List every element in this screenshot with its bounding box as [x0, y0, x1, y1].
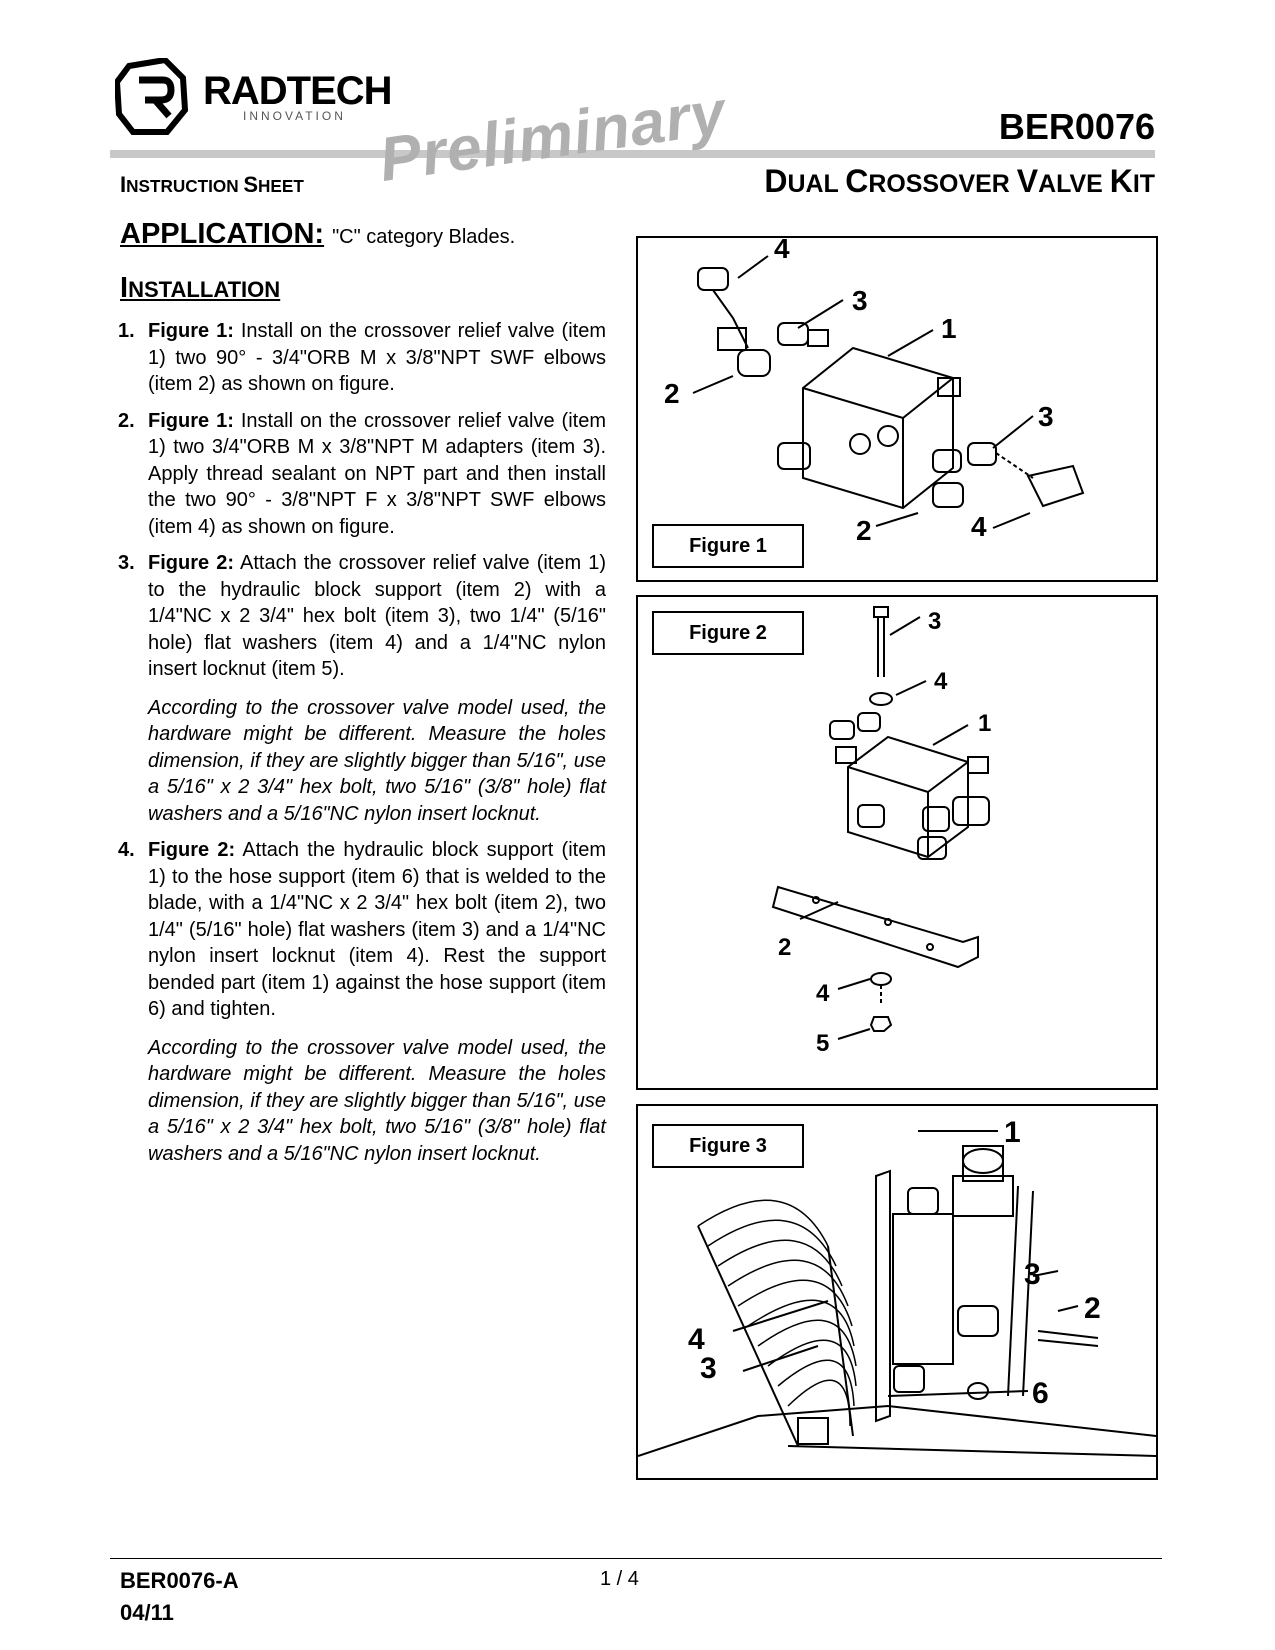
application-text: "C" category Blades. — [332, 226, 516, 248]
fig1-callout: 2 — [664, 378, 680, 409]
fig1-callout: 1 — [941, 313, 957, 344]
figure-2-label: Figure 2 — [652, 611, 804, 655]
fig3-callout: 4 — [688, 1323, 705, 1356]
footer-date: 04/11 — [120, 1600, 174, 1625]
figure-2-drawing — [638, 597, 1156, 1088]
step-2: 2. Figure 1: Install on the crossover relief valve (item 1) two 3/4"ORB M x 3/8"NPT M adapters (item 3). Apply thread sealant on NPT part and then install the two 90° - 3/8"NPT F x 3/8"NPT SWF elbows (item 4) as shown on figure. — [118, 409, 606, 538]
application-line — [120, 218, 515, 251]
fig2-callout: 3 — [928, 608, 942, 635]
step-3-note: According to the crossover valve model used, the hardware might be different. Measure the holes dimension, if they are slightly bigger than 5/16", use a 5/16" x 2 3/4" hex bolt, two 5/16" (3/8" hole) flat washers and a 5/16"NC nylon insert locknut. — [148, 696, 606, 825]
doc-code: BER0076 — [998, 106, 1155, 147]
fig3-callout: 3 — [700, 1352, 717, 1385]
fig1-callout: 4 — [971, 511, 987, 542]
step-3: 3. Figure 2: Attach the crossover relief valve (item 1) to the hydraulic block support (item 2) with a 1/4"NC x 2 3/4" hex bolt (item 3), two 1/4" (5/16" hole) flat washers (item 4) and a 1/4"NC nylon insert locknut (item 5). According to the crossover valve model used, the hardware might be different. Measure the holes dimension, if they are slightly bigger than 5/16", use a 5/16" x 2 3/4" hex bolt, two 5/16" (3/8" hole) flat washers and a 5/16"NC nylon insert locknut. — [118, 550, 606, 827]
fig2-callout: 4 — [816, 980, 830, 1007]
installation-steps — [118, 318, 606, 1177]
figure-2 — [636, 595, 1158, 1090]
fig1-callout: 3 — [1038, 401, 1054, 432]
fig2-callout: 1 — [978, 710, 992, 737]
figure-3-label: Figure 3 — [652, 1124, 804, 1168]
figure-1 — [636, 236, 1158, 582]
brand-subtitle: INNOVATION — [243, 109, 346, 123]
fig3-callout: 6 — [1032, 1377, 1049, 1410]
page-number: 1 / 4 — [600, 1568, 639, 1590]
footer-rule — [110, 1558, 1162, 1559]
installation-heading: INSTALLATION — [120, 272, 281, 304]
doc-title: DUAL CROSSOVER VALVE KIT — [764, 163, 1155, 199]
footer-doc-code: BER0076-A — [120, 1568, 239, 1593]
fig1-callout: 3 — [852, 285, 868, 316]
application-heading: APPLICATION: — [120, 218, 325, 250]
fig2-callout: 4 — [934, 668, 948, 695]
figure-3 — [636, 1104, 1158, 1480]
fig3-callout: 3 — [1024, 1258, 1041, 1291]
preliminary-watermark: Preliminary — [375, 78, 731, 196]
fig3-callout: 2 — [1084, 1292, 1101, 1325]
sheet-label: INSTRUCTION SHEET — [120, 172, 304, 197]
fig2-callout: 2 — [778, 934, 792, 961]
fig1-callout: 2 — [856, 515, 872, 546]
step-4: 4. Figure 2: Attach the hydraulic block support (item 1) to the hose support (item 6) that is welded to the blade, with a 1/4"NC x 2 3/4" hex bolt (item 2), two 1/4" (5/16" hole) flat washers (item 3) and a 1/4"NC nylon insert locknut (item 4). Rest the support bended part (item 1) against the hose support (item 6) and tighten. According to the crossover valve model used, the hardware might be different. Measure the holes dimension, if they are slightly bigger than 5/16", use a 5/16" x 2 3/4" hex bolt, two 5/16" (3/8" hole) flat washers and a 5/16"NC nylon insert locknut. — [118, 837, 606, 1167]
fig3-callout: 1 — [1004, 1116, 1021, 1149]
fig1-callout: 4 — [774, 238, 790, 264]
step-1: 1. Figure 1: Install on the crossover relief valve (item 1) two 90° - 3/4"ORB M x 3/8"NPT SWF elbows (item 2) as shown on figure. — [118, 320, 606, 395]
figure-1-label: Figure 1 — [652, 524, 804, 568]
step-4-note: According to the crossover valve model used, the hardware might be different. Measure the holes dimension, if they are slightly bigger than 5/16", use a 5/16" x 2 3/4" hex bolt, two 5/16" (3/8" hole) flat washers and a 5/16"NC nylon insert locknut. — [148, 1036, 606, 1165]
radtech-logo — [115, 58, 415, 138]
fig2-callout: 5 — [816, 1030, 830, 1057]
brand-name: RADTECH — [203, 69, 392, 113]
